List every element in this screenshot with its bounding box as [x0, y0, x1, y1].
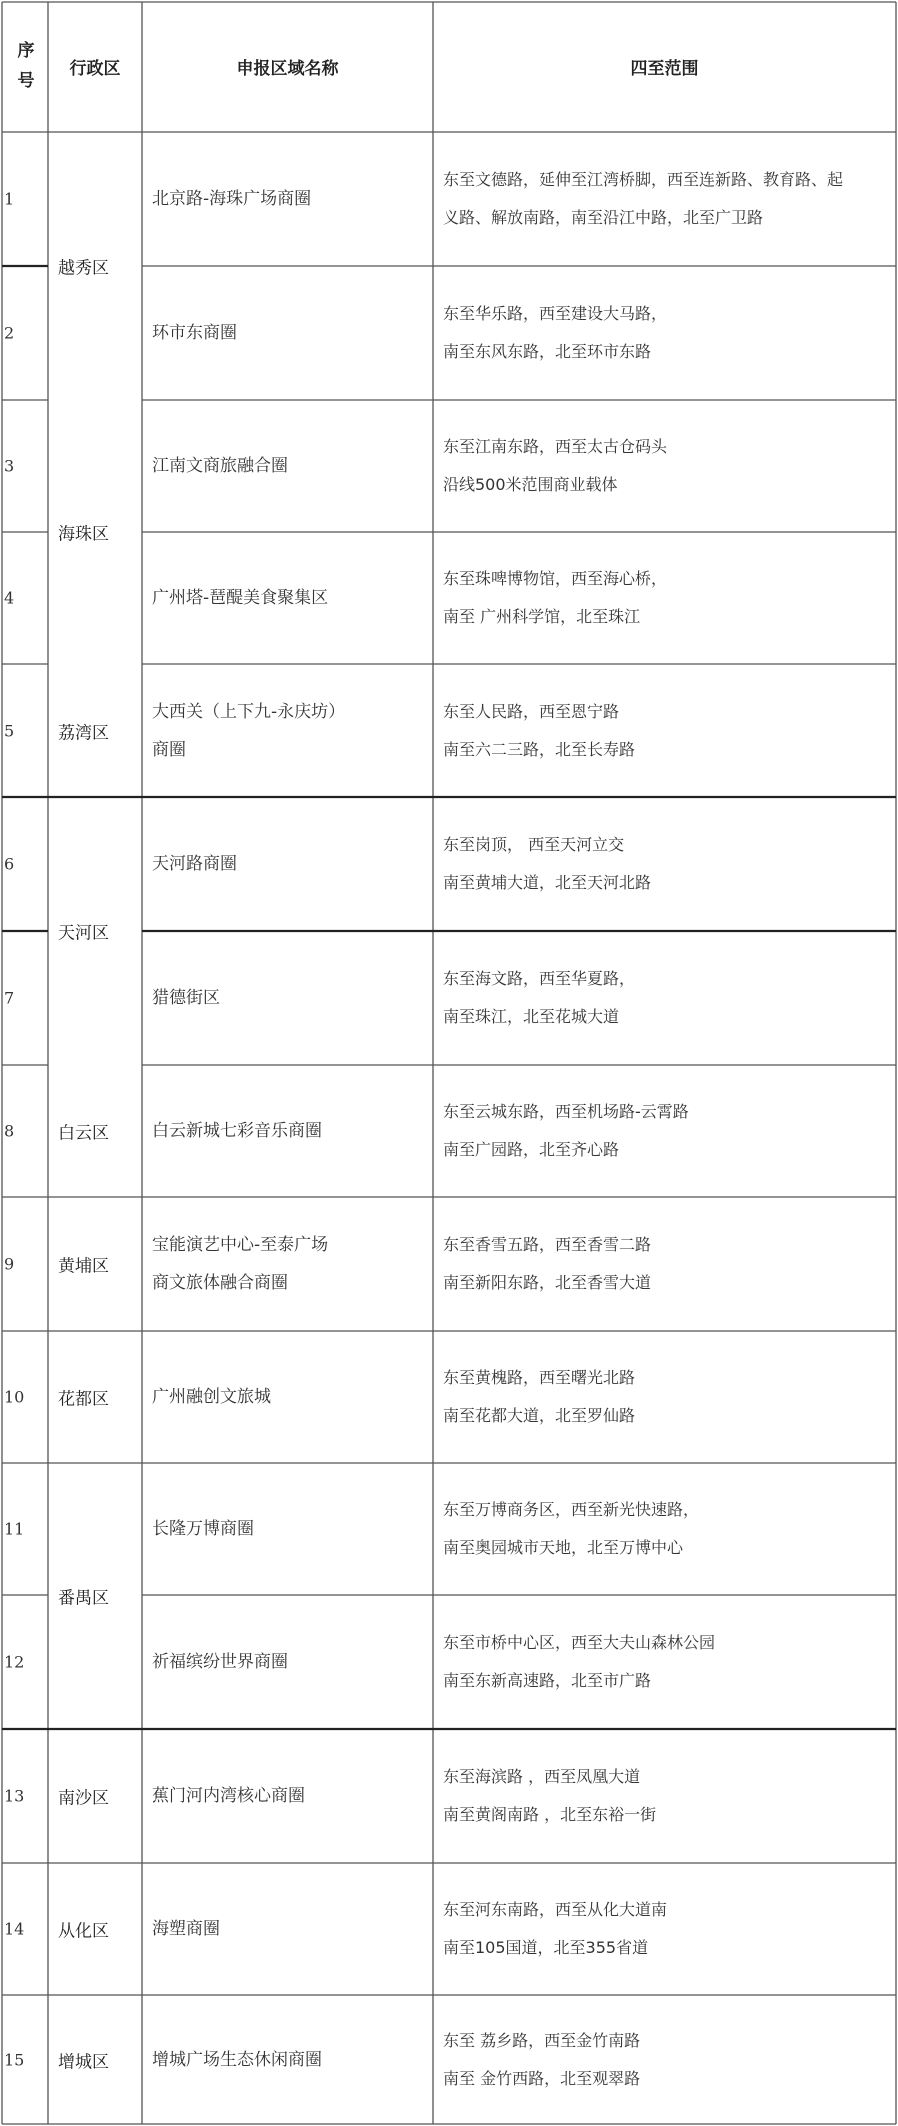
row-seq: 1	[4, 189, 15, 209]
scope-cell	[443, 1491, 891, 1567]
area-name-line: 蕉门河内湾核心商圈	[152, 1786, 305, 1806]
scope-line: 南至花都大道，北至罗仙路	[443, 1406, 636, 1425]
district-cell: 南沙区	[58, 1788, 109, 1809]
scope-line: 东至江南东路，西至太古仓码头	[443, 437, 668, 456]
row-seq: 5	[4, 721, 15, 741]
header-seq-line2: 号	[17, 71, 35, 91]
row-seq: 3	[4, 456, 15, 476]
area-name-cell	[152, 1510, 432, 1548]
area-name-cell	[152, 579, 432, 617]
row-seq: 11	[4, 1519, 25, 1539]
scope-line: 南至105国道，北至355省道	[443, 1938, 649, 1957]
scope-line: 东至云城东路，西至机场路-云霄路	[443, 1102, 689, 1121]
scope-cell	[443, 960, 891, 1036]
scope-line: 南至广园路，北至齐心路	[443, 1140, 620, 1159]
scope-cell	[443, 1624, 891, 1700]
area-name-cell	[152, 979, 432, 1017]
scope-line: 南至黄埔大道，北至天河北路	[443, 873, 652, 892]
scope-line: 义路、解放南路，南至沿江中路，北至广卫路	[443, 208, 764, 227]
area-name-cell	[152, 1226, 432, 1302]
district-cell: 增城区	[58, 2052, 109, 2073]
area-name-cell	[152, 314, 432, 352]
row-seq: 14	[4, 1919, 25, 1939]
scope-line: 东至岗顶， 西至天河立交	[443, 835, 625, 854]
area-name-line: 广州塔-琶醍美食聚集区	[152, 588, 329, 608]
scope-line: 东至黄槐路，西至曙光北路	[443, 1368, 636, 1387]
scope-cell	[443, 161, 891, 237]
scope-line: 东至市桥中心区，西至大夫山森林公园	[443, 1633, 716, 1652]
scope-line: 沿线500米范围商业载体	[443, 475, 618, 494]
area-name-cell	[152, 845, 432, 883]
area-name-cell	[152, 2041, 432, 2079]
row-seq: 8	[4, 1121, 15, 1141]
scope-line: 南至 广州科学馆，北至珠江	[443, 607, 641, 626]
scope-line: 东至海滨路 ，西至凤凰大道	[443, 1767, 641, 1786]
area-name-cell	[152, 1378, 432, 1416]
row-seq: 15	[4, 2050, 25, 2070]
area-name-cell	[152, 693, 432, 769]
scope-line: 东至河东南路，西至从化大道南	[443, 1900, 668, 1919]
scope-line: 东至万博商务区，西至新光快速路，	[443, 1500, 700, 1519]
district-cell: 从化区	[58, 1921, 109, 1942]
district-cell: 黄埔区	[58, 1256, 109, 1277]
header-seq-line1: 序	[17, 41, 35, 61]
scope-line: 南至 金竹西路，北至观翠路	[443, 2069, 641, 2088]
scope-cell	[443, 693, 891, 769]
area-name-line: 祈福缤纷世界商圈	[152, 1652, 288, 1672]
header-seq	[6, 36, 46, 96]
scope-line: 南至黄阁南路 ，北至东裕一街	[443, 1805, 657, 1824]
district-cell: 越秀区	[58, 258, 109, 279]
scope-cell	[443, 1226, 891, 1302]
area-name-cell	[152, 1643, 432, 1681]
row-seq: 2	[4, 323, 15, 343]
row-seq: 7	[4, 988, 15, 1008]
scope-line: 东至珠啤博物馆，西至海心桥，	[443, 569, 668, 588]
area-name-line: 北京路-海珠广场商圈	[152, 189, 312, 209]
scope-line: 南至珠江，北至花城大道	[443, 1007, 620, 1026]
scope-line: 南至新阳东路，北至香雪大道	[443, 1273, 652, 1292]
area-name-line: 增城广场生态休闲商圈	[152, 2050, 322, 2070]
row-seq: 6	[4, 854, 15, 874]
area-name-cell	[152, 180, 432, 218]
district-cell: 天河区	[58, 923, 109, 944]
scope-cell	[443, 428, 891, 504]
area-name-cell	[152, 1112, 432, 1150]
scope-cell	[443, 560, 891, 636]
scope-line: 南至奥园城市天地，北至万博中心	[443, 1538, 684, 1557]
scope-cell	[443, 1359, 891, 1435]
header-area-name: 申报区域名称	[236, 59, 339, 79]
scope-line: 东至华乐路，西至建设大马路，	[443, 304, 668, 323]
area-name-line: 海塑商圈	[152, 1919, 220, 1939]
row-seq: 9	[4, 1254, 15, 1274]
area-name-cell	[152, 447, 432, 485]
scope-cell	[443, 826, 891, 902]
area-name-line: 天河路商圈	[152, 854, 237, 874]
district-cell: 花都区	[58, 1389, 109, 1410]
row-seq: 12	[4, 1652, 25, 1672]
scope-line: 南至东风东路，北至环市东路	[443, 342, 652, 361]
scope-line: 东至文德路，延伸至江湾桥脚，西至连新路、教育路、起	[443, 170, 844, 189]
district-cell: 海珠区	[58, 524, 109, 545]
row-seq: 13	[4, 1786, 25, 1806]
scope-line: 东至 荔乡路，西至金竹南路	[443, 2031, 641, 2050]
area-name-line: 白云新城七彩音乐商圈	[152, 1121, 322, 1141]
header-district: 行政区	[69, 59, 121, 79]
area-name-line: 江南文商旅融合圈	[152, 456, 288, 476]
scope-cell	[443, 1093, 891, 1169]
row-seq: 4	[4, 588, 15, 608]
scope-line: 东至香雪五路，西至香雪二路	[443, 1235, 652, 1254]
area-name-line: 商文旅体融合商圈	[152, 1273, 288, 1293]
district-cell: 荔湾区	[58, 723, 109, 744]
area-name-line: 广州融创文旅城	[152, 1387, 271, 1407]
scope-cell	[443, 2022, 891, 2098]
scope-line: 东至海文路，西至华夏路，	[443, 969, 636, 988]
area-name-cell	[152, 1910, 432, 1948]
area-name-line: 环市东商圈	[152, 323, 237, 343]
district-cell: 番禺区	[58, 1588, 109, 1609]
district-cell: 白云区	[58, 1123, 109, 1144]
area-name-line: 猎德街区	[152, 988, 220, 1008]
row-seq: 10	[4, 1387, 25, 1407]
scope-line: 南至东新高速路，北至市广路	[443, 1671, 652, 1690]
area-name-cell	[152, 1777, 432, 1815]
scope-cell	[443, 1891, 891, 1967]
area-name-line: 长隆万博商圈	[152, 1519, 254, 1539]
scope-cell	[443, 1758, 891, 1834]
area-name-line: 商圈	[152, 740, 186, 760]
scope-cell	[443, 295, 891, 371]
scope-line: 东至人民路，西至恩宁路	[443, 702, 620, 721]
area-name-line: 宝能演艺中心-至泰广场	[152, 1235, 329, 1255]
area-name-line: 大西关（上下九-永庆坊）	[152, 702, 346, 722]
scope-line: 南至六二三路，北至长寿路	[443, 740, 636, 759]
header-scope: 四至范围	[630, 59, 699, 79]
